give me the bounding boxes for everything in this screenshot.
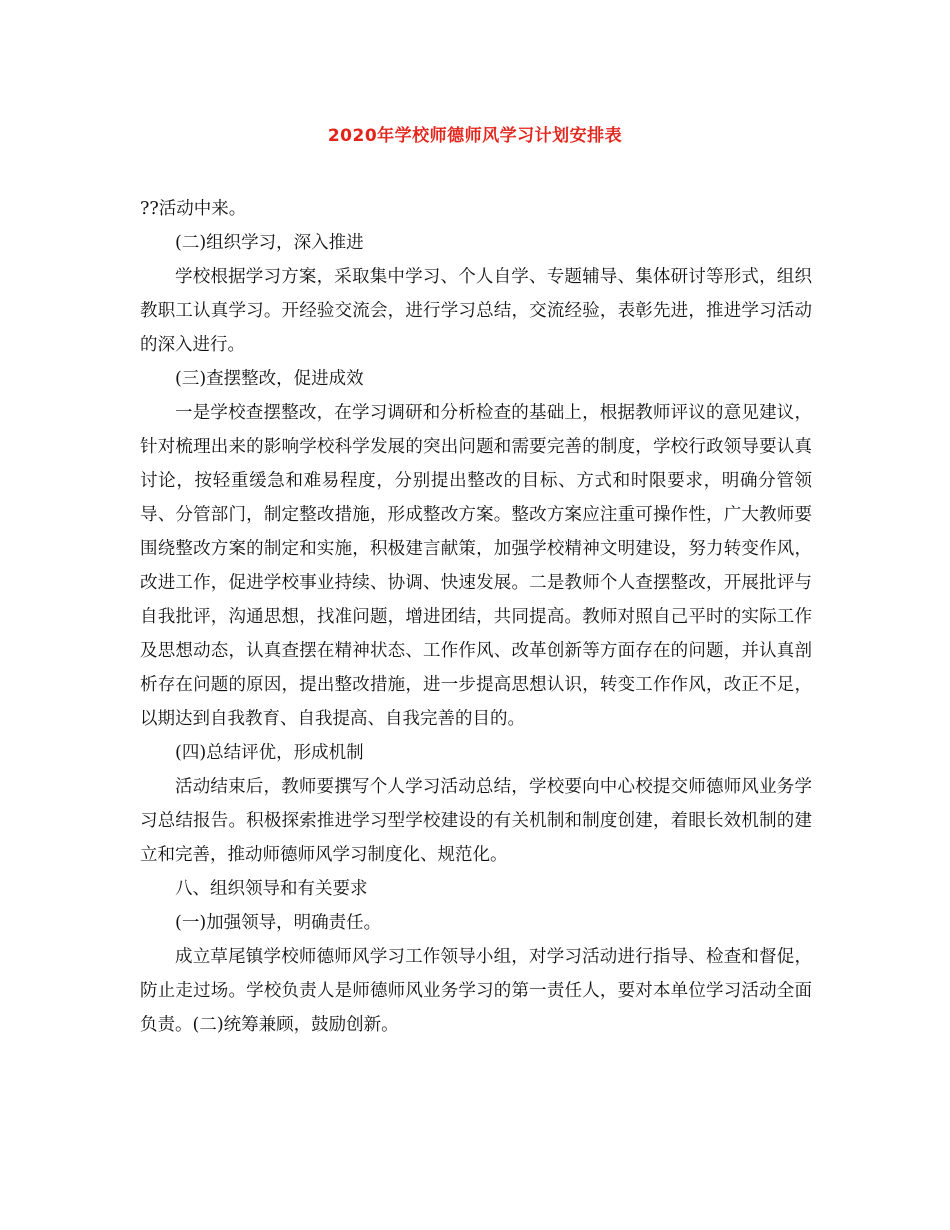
section-heading-8: 八、组织领导和有关要求: [175, 879, 368, 899]
subsection-heading-1: (一)加强领导，明确责任。: [175, 913, 382, 933]
paragraph-3: 学校根据学习方案，采取集中学习、个人自学、专题辅导、集体研讨等形式，组织教职工认真学习。开经验交流会，进行学习总结，交流经验，表彰先进，推进学习活动的深入进行。: [140, 267, 812, 355]
paragraph-1: ??活动中来。: [140, 199, 247, 219]
paragraph-5: 一是学校查摆整改，在学习调研和分析检查的基础上，根据教师评议的意见建议，针对梳理出来的影响学校科学发展的突出问题和需要完善的制度，学校行政领导要认真讨论，按轻重缓急和难易程度，分别提出整改的目标、方式和时限要求，明确分管领导、分管部门，制定整改措施，形成整改方案。整改方案应注重可操作性，广大教师要围绕整改方案的制定和实施，积极建言献策，加强学校精神文明建设，努力转变作风，改进工作，促进学校事业持续、协调、快速发展。二是教师个人查摆整改，开展批评与自我批评，沟通思想，找准问题，增进团结，共同提高。教师对照自己平时的实际工作及思想动态，认真查摆在精神状态、工作作风、改革创新等方面存在的问题，并认真剖析存在问题的原因，提出整改措施，进一步提高思想认识，转变工作作风，改正不足，以期达到自我教育、自我提高、自我完善的目的。: [140, 403, 812, 729]
section-heading-2: (二)组织学习，深入推进: [175, 233, 364, 253]
paragraph-10: 成立草尾镇学校师德师风学习工作领导小组，对学习活动进行指导、检查和督促，防止走过场。学校负责人是师德师风业务学习的第一责任人，要对本单位学习活动全面负责。(二)统筹兼顾，鼓励创新。: [140, 947, 812, 1035]
document-body: [140, 192, 812, 1042]
paragraph-7: 活动结束后，教师要撰写个人学习活动总结，学校要向中心校提交师德师风业务学习总结报告。积极探索推进学习型学校建设的有关机制和制度创建，着眼长效机制的建立和完善，推动师德师风学习制度化、规范化。: [140, 777, 812, 865]
document-title: 2020年学校师德师风学习计划安排表: [327, 126, 623, 146]
section-heading-3: (三)查摆整改，促进成效: [175, 369, 364, 389]
section-heading-4: (四)总结评优，形成机制: [175, 743, 364, 763]
